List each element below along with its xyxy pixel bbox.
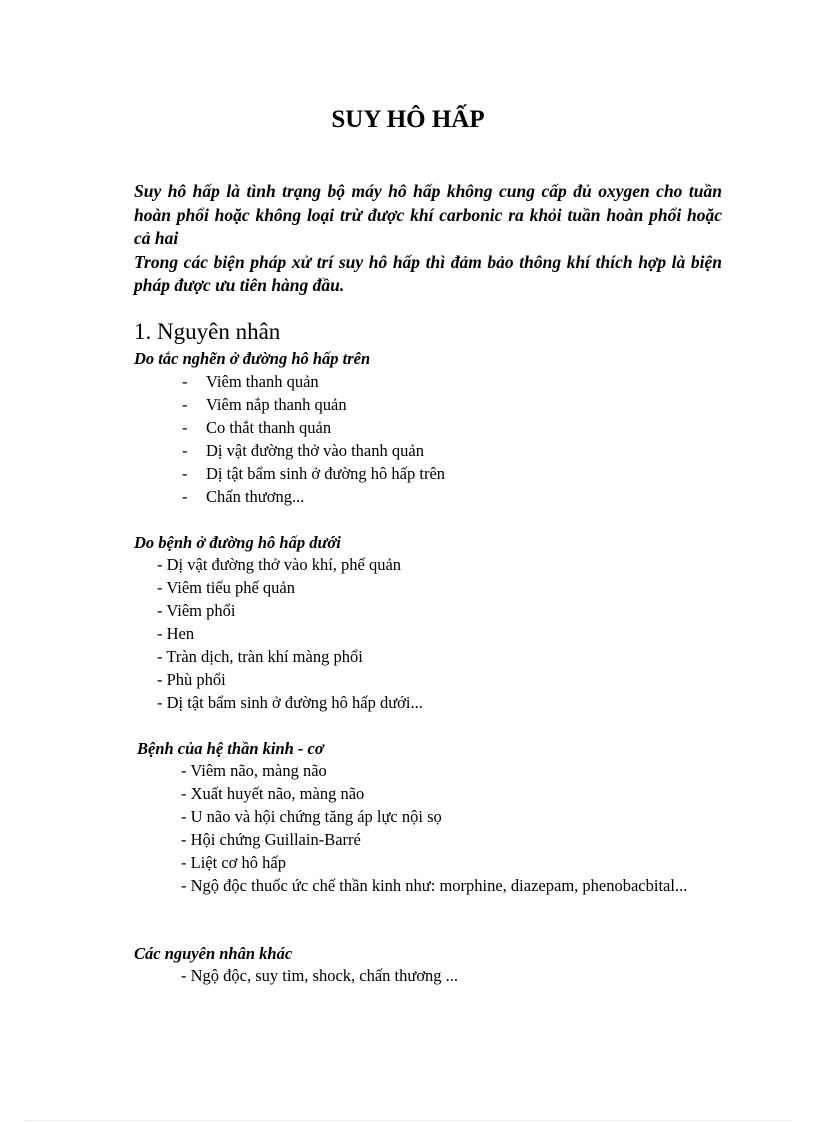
list-item: - Viêm phổi xyxy=(157,601,236,620)
list-item: - Hội chứng Guillain-Barré xyxy=(181,830,361,849)
list-item: - Hen xyxy=(157,624,195,643)
list-item: - Dị tật bẩm sinh ở đường hô hấp dưới... xyxy=(157,693,423,712)
lower-airway-list xyxy=(0,553,423,714)
intro-block xyxy=(134,180,722,298)
list-item: - Dị tật bẩm sinh ở đường hô hấp trên xyxy=(0,462,445,485)
intro-paragraph-priority: Trong các biện pháp xử trí suy hô hấp thì đảm bảo thông khí thích hợp là biện pháp được ưu tiên hàng đầu. xyxy=(134,251,722,295)
page-title: SUY HÔ HẤP xyxy=(331,106,485,133)
subheading-upper-airway: Do tắc nghẽn ở đường hô hấp trên xyxy=(134,349,371,368)
upper-airway-list xyxy=(0,370,445,508)
list-item: - Viêm tiểu phế quản xyxy=(157,578,296,597)
list-item: - Viêm não, màng não xyxy=(181,761,327,780)
list-item: - Co thắt thanh quản xyxy=(0,416,445,439)
list-item: - Viêm thanh quản xyxy=(0,370,445,393)
list-item: - Dị vật đường thở vào thanh quản xyxy=(0,439,445,462)
subheading-lower-airway: Do bệnh ở đường hô hấp dưới xyxy=(134,533,341,552)
list-item: - Liệt cơ hô hấp xyxy=(181,853,286,872)
list-item: - Phù phổi xyxy=(157,670,226,689)
page-bottom-divider xyxy=(24,1120,792,1121)
section-heading-causes: 1. Nguyên nhân xyxy=(134,319,281,344)
subheading-other-causes: Các nguyên nhân khác xyxy=(134,944,293,963)
list-item: - U não và hội chứng tăng áp lực nội sọ xyxy=(181,807,442,826)
other-causes-list xyxy=(0,964,458,987)
intro-paragraph-definition: Suy hô hấp là tình trạng bộ máy hô hấp không cung cấp đủ oxygen cho tuần hoàn phổi hoặc không loại trừ được khí carbonic ra khỏi tuần hoàn phổi hoặc cả hai xyxy=(134,181,722,248)
subheading-neuromuscular: Bệnh của hệ thần kinh - cơ xyxy=(137,739,324,758)
list-item: - Tràn dịch, tràn khí màng phổi xyxy=(157,647,363,666)
list-item: - Ngộ độc, suy tim, shock, chấn thương ... xyxy=(181,966,459,985)
list-item: - Chấn thương... xyxy=(0,485,445,508)
list-item-long: - Ngộ độc thuốc ức chế thần kinh như: morphine, diazepam, phenobacbital... xyxy=(181,876,688,895)
list-item: - Dị vật đường thở vào khí, phế quản xyxy=(157,555,402,574)
list-item: - Xuất huyết não, màng não xyxy=(181,784,365,803)
list-item: - Viêm nắp thanh quản xyxy=(0,393,445,416)
neuromuscular-list xyxy=(0,759,442,874)
